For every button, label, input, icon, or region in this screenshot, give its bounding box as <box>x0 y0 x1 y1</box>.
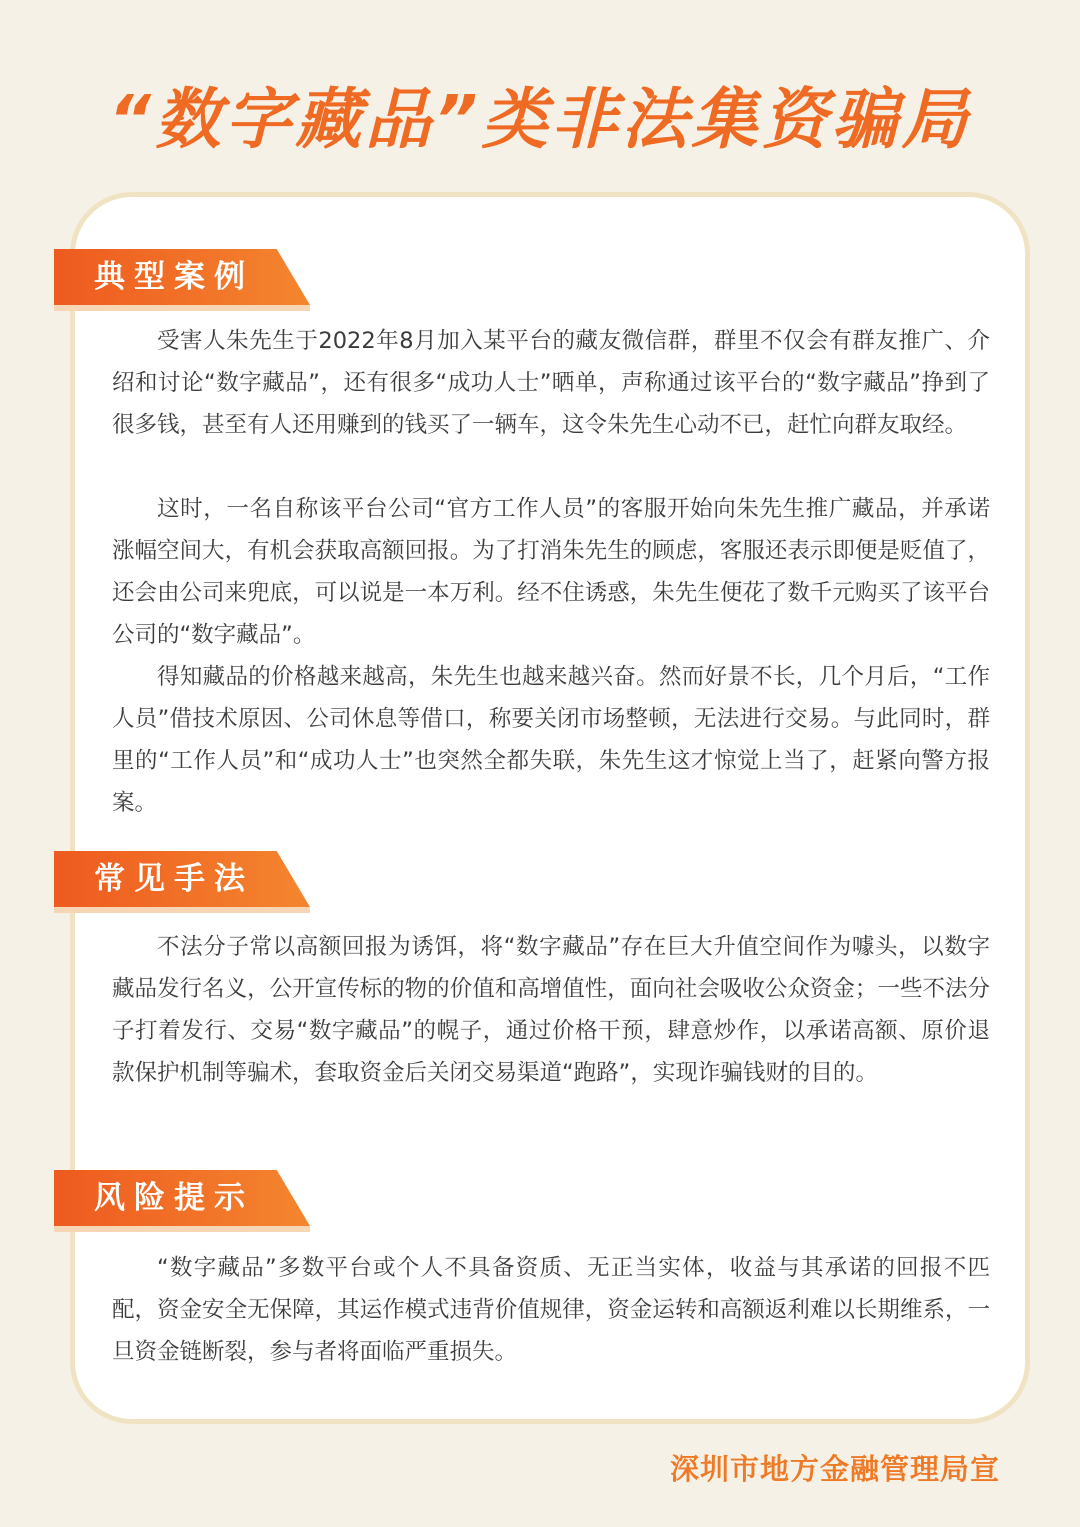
section-heading-risk-warning: 风险提示 <box>94 1180 254 1216</box>
case-paragraph-3: 得知藏品的价格越来越高，朱先生也越来越兴奋。然而好景不长，几个月后，“工作人员”借技术原因、公司休息等借口，称要关闭市场整顿，无法进行交易。与此同时，群里的“工作人员”和“成功人士”也突然全都失联，朱先生这才惊觉上当了，赶紧向警方报案。 <box>112 664 990 816</box>
case-paragraph-2: 这时，一名自称该平台公司“官方工作人员”的客服开始向朱先生推广藏品，并承诺涨幅空间大，有机会获取高额回报。为了打消朱先生的顾虑，客服还表示即便是贬值了，还会由公司来兜底，可以说是一本万利。经不住诱惑，朱先生便花了数千元购买了该平台公司的“数字藏品”。 <box>112 496 990 648</box>
section-heading-common-methods: 常见手法 <box>94 861 254 897</box>
section-tag-underline <box>54 305 310 311</box>
section-tag-underline <box>54 907 310 913</box>
risk-paragraph: “数字藏品”多数平台或个人不具备资质、无正当实体，收益与其承诺的回报不匹配，资金安全无保障，其运作模式违背价值规律，资金运转和高额返利难以长期维系，一旦资金链断裂，参与者将面临严重损失。 <box>112 1255 990 1365</box>
methods-paragraph: 不法分子常以高额回报为诱饵，将“数字藏品”存在巨大升值空间作为噱头，以数字藏品发行名义，公开宣传标的物的价值和高增值性，面向社会吸收公众资金；一些不法分子打着发行、交易“数字藏品”的幌子，通过价格干预，肆意炒作，以承诺高额、原价退款保护机制等骗术，套取资金后关闭交易渠道“跑路”，实现诈骗钱财的目的。 <box>112 934 990 1086</box>
case-paragraph-1: 受害人朱先生于2022年8月加入某平台的藏友微信群，群里不仅会有群友推广、介绍和讨论“数字藏品”，还有很多“成功人士”晒单，声称通过该平台的“数字藏品”挣到了很多钱，甚至有人还用赚到的钱买了一辆车，这令朱先生心动不已，赶忙向群友取经。 <box>112 328 990 438</box>
section-tag-underline <box>54 1226 310 1232</box>
page-title: “数字藏品”类非法集资骗局 <box>108 81 972 158</box>
section-heading-typical-case: 典型案例 <box>94 259 254 295</box>
issuer-signature: 深圳市地方金融管理局宣 <box>669 1452 1000 1486</box>
